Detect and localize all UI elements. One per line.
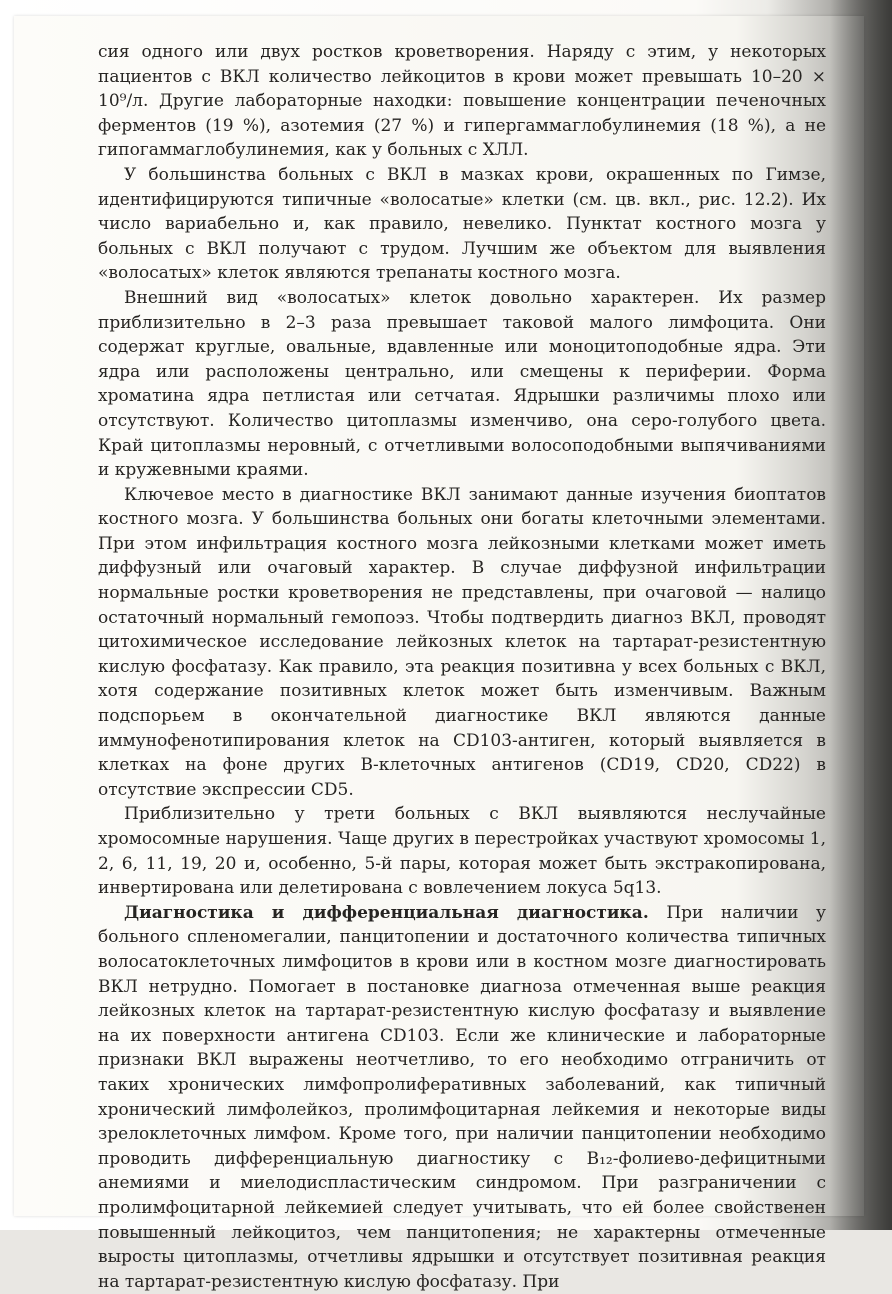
- paragraph-chromosomes: Приблизительно у трети больных с ВКЛ выявляются неслучайные хромосомные нарушения. Чаще других в перестройках участвуют хромосомы 1, 2, 6, 11, 19, 20 и, особенно, 5-й пары, которая может быть экстракопирована, инвертирована или делетирована с вовлечением локуса 5q13.: [98, 804, 826, 899]
- paragraph-diagnostics: [98, 901, 826, 1294]
- book-spine-shadow: [830, 0, 892, 1230]
- paragraph-continuation: сия одного или двух ростков кроветворения. Наряду с этим, у некоторых пациентов с ВКЛ количество лейкоцитов в крови может превышать 10–20 × 10⁹/л. Другие лабораторные находки: повышение концентрации печеночных ферментов (19 %), азотемия (27 %) и гипергаммаглобулинемия (18 %), а не гипогаммаглобулинемия, как у больных с ХЛЛ.: [98, 42, 826, 161]
- page-text: [98, 40, 826, 1294]
- diagnostics-text: При наличии у больного спленомегалии, панцитопении и достаточного количества типичных волосатоклеточных лимфоцитов в крови или в костном мозге диагностировать ВКЛ нетрудно. Помогает в постановке диагноза отмеченная выше реакция лейкозных клеток на тартарат-резистентную кислую фосфатазу и выявление на их поверхности антигена CD103. Если же клинические и лабораторные признаки ВКЛ выражены неотчетливо, то его необходимо отграничить от таких хронических лимфопролиферативных заболеваний, как типичный хронический лимфолейкоз, пролимфоцитарная лейкемия и некоторые виды зрелоклеточных лимфом. Кроме того, при наличии панцитопении необходимо проводить дифференциальную диагностику с B₁₂-фолиево-дефицитными анемиями и миелодиспластическим синдромом. При разграничении с пролимфоцитарной лейкемией следует учитывать, что ей более свойственен повышенный лейкоцитоз, чем панцитопения; не характерны отмеченные выросты цитоплазмы, отчетливы ядрышки и отсутствует позитивная реакция на тартарат-резистентную кислую фосфатазу. При: [98, 902, 826, 1292]
- paragraph-cell-appearance: Внешний вид «волосатых» клеток довольно характерен. Их размер приблизительно в 2–3 раза превышает таковой малого лимфоцита. Они содержат круглые, овальные, вдавленные или моноцитоподобные ядра. Эти ядра или расположены центрально, или смещены к периферии. Форма хроматина ядра петлистая или сетчатая. Ядрышки различимы плохо или отсутствуют. Количество цитоплазмы изменчиво, она серо-голубого цвета. Край цитоплазмы неровный, с отчетливыми волосоподобными выпячиваниями и кружевными краями.: [98, 287, 826, 481]
- diagnostics-heading: Диагностика и дифференциальная диагностика.: [124, 902, 649, 923]
- paragraph-hairy-cells-blood: У большинства больных с ВКЛ в мазках крови, окрашенных по Гимзе, идентифицируются типичные «волосатые» клетки (см. цв. вкл., рис. 12.2). Их число вариабельно и, как правило, невелико. Пунктат костного мозга у больных с ВКЛ получают с трудом. Лучшим же объектом для выявления «волосатых» клеток являются трепанаты костного мозга.: [98, 164, 826, 284]
- paragraph-bone-marrow: Ключевое место в диагностике ВКЛ занимают данные изучения биоптатов костного мозга. У большинства больных они богаты клеточными элементами. При этом инфильтрация костного мозга лейкозными клетками может иметь диффузный или очаговый характер. В случае диффузной инфильтрации нормальные ростки кроветворения не представлены, при очаговой — налицо остаточный нормальный гемопоэз. Чтобы подтвердить диагноз ВКЛ, проводят цитохимическое исследование лейкозных клеток на тартарат-резистентную кислую фосфатазу. Как правило, эта реакция позитивна у всех больных с ВКЛ, хотя содержание позитивных клеток может быть изменчивым. Важным подспорьем в окончательной диагностике ВКЛ являются данные иммунофенотипирования клеток на CD103-антиген, который выявляется в клетках на фоне других В-клеточных антигенов (CD19, CD20, CD22) в отсутствие экспрессии CD5.: [98, 484, 826, 800]
